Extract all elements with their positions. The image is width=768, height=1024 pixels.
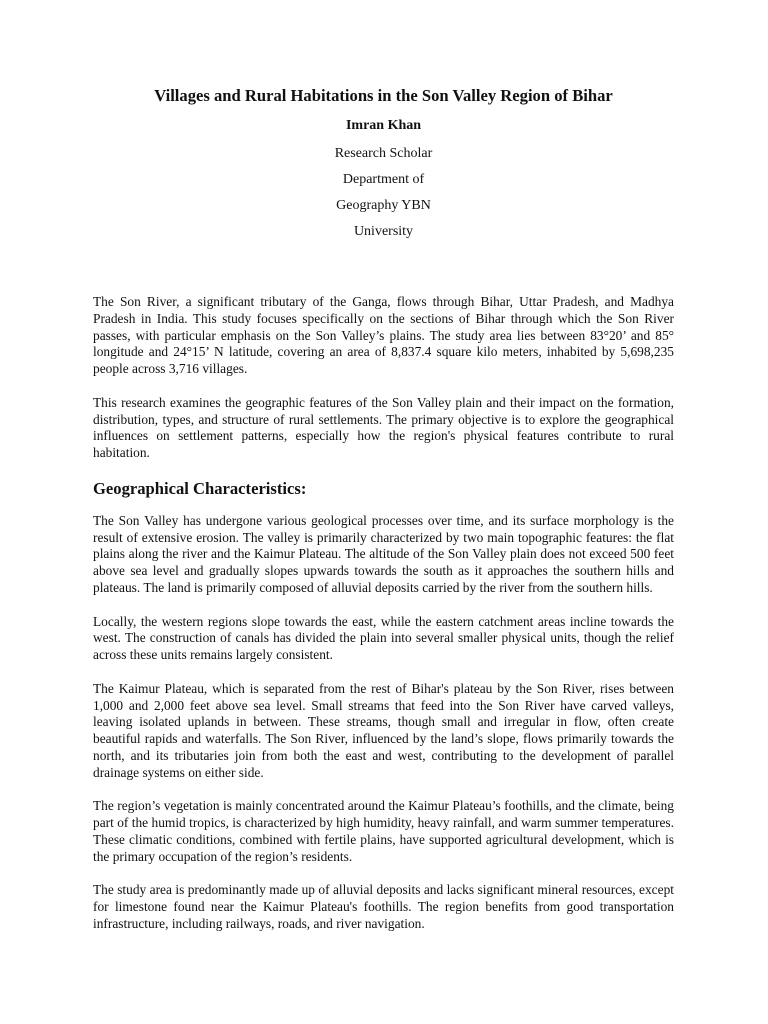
- paper-title: Villages and Rural Habitations in the Son Valley Region of Bihar: [154, 86, 613, 105]
- section-heading: Geographical Characteristics:: [93, 478, 307, 498]
- body-paragraph: The Kaimur Plateau, which is separated from the rest of Bihar's plateau by the Son River, rises between 1,000 and 2,000 feet above sea level. Small streams that feed into the Son River have carved valleys, leaving isolated uplands in between. These streams, though small and irregular in flow, often create beautiful rapids and waterfalls. The Son River, influenced by the land’s slope, flows primarily towards the north, and its tributaries join from both the east and west, contributing to the development of parallel drainage systems on either side.: [93, 680, 674, 780]
- intro-paragraph: The Son River, a significant tributary of the Ganga, flows through Bihar, Uttar Pradesh, and Madhya Pradesh in India. This study focuses specifically on the sections of Bihar through which the Son River passes, with particular emphasis on the Son Valley’s plains. The study area lies between 83°20’ and 85° longitude and 24°15’ N latitude, covering an area of 8,837.4 square kilo meters, inhabited by 5,698,235 people across 3,716 villages.: [93, 294, 674, 376]
- affiliation-line: Department of: [342, 172, 425, 187]
- affiliation-line: Geography YBN: [336, 198, 431, 213]
- spacer: [93, 240, 674, 294]
- body-paragraph: Locally, the western regions slope towards the east, while the eastern catchment areas incline towards the west. The construction of canals has divided the plain into several smaller physical units, though the relief across these units remains largely consistent.: [93, 613, 674, 662]
- body-paragraph: The study area is predominantly made up of alluvial deposits and lacks significant mineral resources, except for limestone found near the Kaimur Plateau's foothills. The region benefits from good transportation infrastructure, including railways, roads, and river navigation.: [93, 882, 674, 931]
- intro-paragraph: This research examines the geographic features of the Son Valley plain and their impact on the formation, distribution, types, and structure of rural settlements. The primary objective is to explore the geographical influences on settlement patterns, especially how the region's physical features contribute to rural habitation.: [93, 394, 674, 460]
- body-paragraph: The Son Valley has undergone various geological processes over time, and its surface morphology is the result of extensive erosion. The valley is primarily characterized by two main topographic features: the flat plains along the river and the Kaimur Plateau. The altitude of the Son Valley plain does not exceed 500 feet above sea level and gradually slopes upwards towards the south as it approaches the southern hills and plateaus. The land is primarily composed of alluvial deposits carried by the river from the southern hills.: [93, 512, 674, 595]
- affiliation-line: Research Scholar: [334, 146, 433, 161]
- author-name: Imran Khan: [345, 118, 422, 133]
- document-page: [93, 86, 674, 950]
- affiliation-line: University: [353, 224, 414, 239]
- body-paragraph: The region’s vegetation is mainly concentrated around the Kaimur Plateau’s foothills, and the climate, being part of the humid tropics, is characterized by high humidity, heavy rainfall, and warm summer temperatures. These climatic conditions, combined with fertile plains, have supported agricultural development, which is the primary occupation of the region’s residents.: [93, 798, 674, 864]
